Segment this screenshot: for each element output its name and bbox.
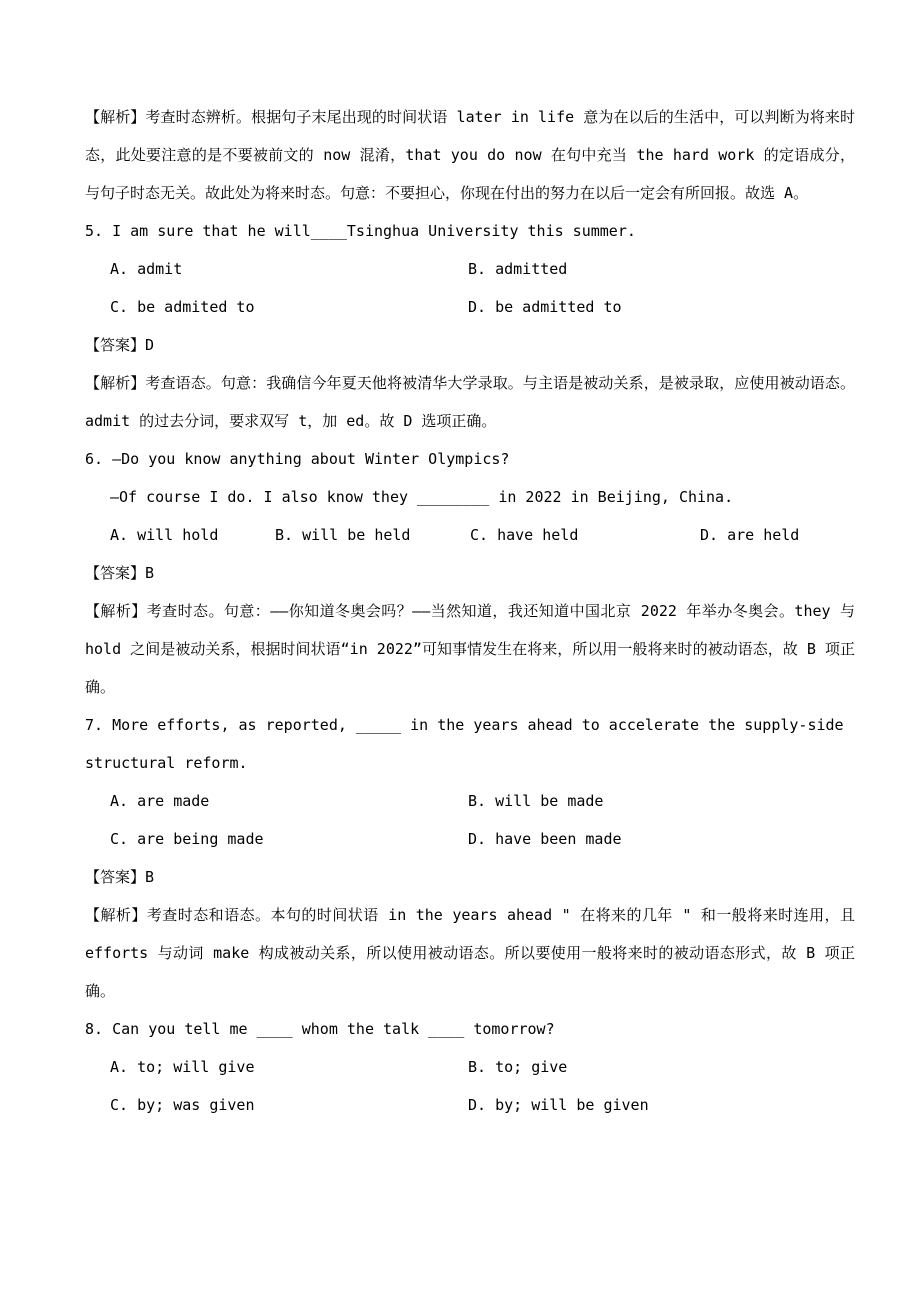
explanation-paragraph: 【解析】考查时态辨析。根据句子末尾出现的时间状语 later in life 意为在以后的生活中，可以判断为将来时态，此处要注意的是不要被前文的 now 混淆，that you do now 在句中充当 the hard work 的定语成分，与句子时态无关。故此处为将来时态。句意：不要担心，你现在付出的努力在以后一定会有所回报。故选 A。 — [85, 108, 855, 202]
options-grid — [85, 782, 855, 858]
option-item: B. will be made — [468, 792, 604, 810]
option-item: B. will be held — [275, 526, 411, 544]
option-item: B. to; give — [468, 1058, 568, 1076]
option-item: D. by; will be given — [468, 1096, 649, 1114]
option-item: A. admit — [110, 260, 183, 278]
question-text: 5. I am sure that he will____Tsinghua University this summer. — [85, 222, 636, 240]
explanation-paragraph: 【解析】考查时态。句意：——你知道冬奥会吗？——当然知道，我还知道中国北京 2022 年举办冬奥会。they 与 hold 之间是被动关系，根据时间状语“in 2022”可知事情发生在将来，所以用一般将来时的被动语态，故 B 项正确。 — [85, 602, 855, 696]
option-item: C. by; was given — [110, 1096, 255, 1114]
answer-text: 【答案】B — [85, 868, 155, 886]
option-item: D. be admitted to — [468, 298, 622, 316]
option-item: A. are made — [110, 792, 210, 810]
options-grid — [85, 516, 855, 554]
question-continuation: —Of course I do. I also know they ________ in 2022 in Beijing, China. — [110, 488, 734, 506]
option-item: A. to; will give — [110, 1058, 255, 1076]
question-text: 6. —Do you know anything about Winter Olympics? — [85, 450, 510, 468]
option-item: C. have held — [470, 526, 579, 544]
explanation-paragraph: 【解析】考查语态。句意：我确信今年夏天他将被清华大学录取。与主语是被动关系，是被录取，应使用被动语态。admit 的过去分词，要求双写 t，加 ed。故 D 选项正确。 — [85, 374, 855, 430]
question-text: 7. More efforts, as reported, _____ in the years ahead to accelerate the supply-side structural reform. — [85, 716, 844, 772]
option-item: D. have been made — [468, 830, 622, 848]
explanation-paragraph: 【解析】考查时态和语态。本句的时间状语 in the years ahead " 在将来的几年 " 和一般将来时连用，且 efforts 与动词 make 构成被动关系，所以使用被动语态。所以要使用一般将来时的被动语态形式，故 B 项正确。 — [85, 906, 855, 1000]
options-grid — [85, 250, 855, 326]
question-text: 8. Can you tell me ____ whom the talk ____ tomorrow? — [85, 1020, 555, 1038]
option-item: A. will hold — [110, 526, 219, 544]
option-item: D. are held — [700, 526, 800, 544]
document-content — [85, 98, 855, 1124]
answer-text: 【答案】D — [85, 336, 155, 354]
option-item: C. are being made — [110, 830, 264, 848]
options-grid — [85, 1048, 855, 1124]
option-item: B. admitted — [468, 260, 568, 278]
option-item: C. be admited to — [110, 298, 255, 316]
answer-text: 【答案】B — [85, 564, 155, 582]
